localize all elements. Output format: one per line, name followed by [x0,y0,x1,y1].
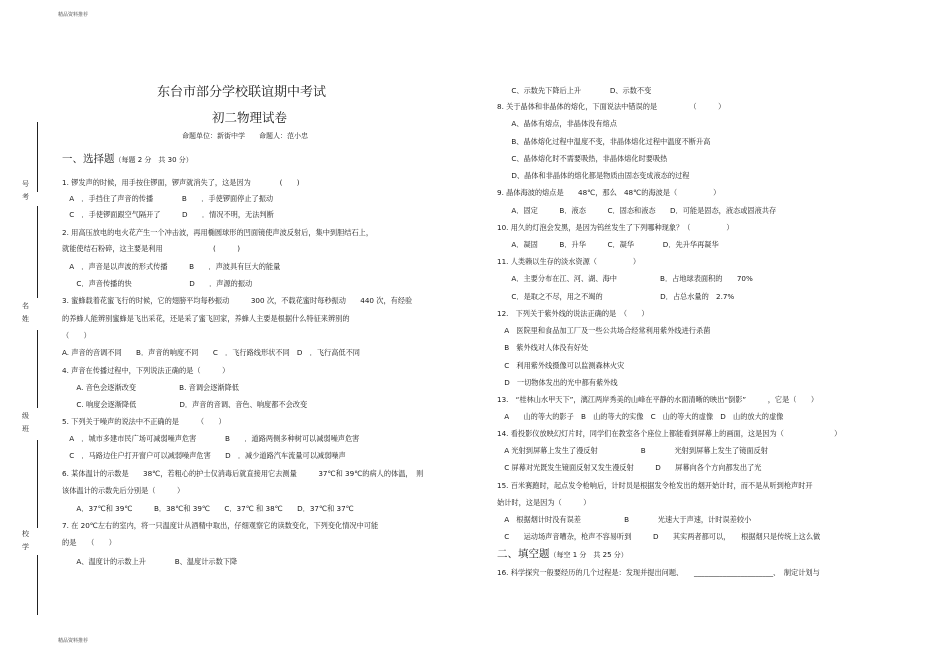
binding-line [37,206,38,298]
question-line: C. 响度会逐渐降低 D．声音的音调、音色、响度都不会改变 [62,400,308,409]
question-line: 11. 人类赖以生存的淡水资源（ ） [497,257,641,266]
section1-note: （每题 2 分 共 30 分） [114,156,193,164]
question-line: 就能使结石粉碎，这主要是利用 ( ) [62,244,241,253]
question-line: 始计时，这是因为（ ） [497,498,591,507]
question-line: 16. 科学探究一般要经历的几个过程是：发现并提出问题、 ______________________、 制定计划与 [497,568,820,577]
question-line: 14. 看投影仪放映幻灯片时，同学们在教室各个座位上都能看到屏幕上的画面，这是因为（ ） [497,429,842,438]
question-line: 2. 用高压放电的电火花产生一个冲击波，再用椭圆球形的凹面镜使声波反射后，集中到胆结石上， [62,228,374,237]
footer-text: 精品资料推荐 [58,638,89,644]
exam-subtitle: 初二物理试卷 [212,110,288,125]
question-line: A. 音色会逐渐改变 B. 音调会逐渐降低 [62,383,239,392]
question-line: A．37℃和 39℃ B．38℃和 39℃ C．37℃ 和 38℃ D．37℃和 37℃ [62,504,354,513]
question-line: 15. 百米赛跑时，起点发令枪响后，计时员是根据发令枪发出的烟开始计时，而不是从听到枪声时开 [497,481,813,490]
question-line: A．主要分布在江、河、湖、海中 B．占地球表面积的 70% [497,274,753,283]
binding-line [37,122,38,192]
question-line: A 光射到屏幕上发生了漫反射 B 光射到屏幕上发生了镜面反射 [497,446,768,455]
question-line: C ．马路边住户打开窗户可以减弱噪声危害 D ．减少道路汽车流量可以减弱噪声 [62,451,346,460]
section2-note: （每空 1 分 共 25 分） [549,551,628,559]
question-line: C 利用紫外线摄像可以监测森林火灾 [497,361,625,370]
question-line: A 根据烟计时没有误差 B 光速大于声速，计时误差较小 [497,515,752,524]
question-line: A、晶体有熔点，非晶体没有熔点 [497,119,617,128]
binding-line [37,330,38,408]
section1-title: 一、选择题 [62,153,115,165]
question-line: 6. 某体温计的示数是 38℃，若粗心的护士仅消毒后就直接用它去测量 37℃和 39℃的病人的体温， 则 [62,469,424,478]
question-line: （ ） [62,331,91,340]
question-line: 5. 下列关于噪声的说法中不正确的是 （ ） [62,417,226,426]
question-line: 12. 下列关于紫外线的说法正确的是 （ ） [497,309,649,318]
exam-title: 东台市部分学校联谊期中考试 [157,85,327,100]
question-line: A、温度计的示数上升 B、温度计示数下降 [62,557,238,566]
question-line: A. 声音的音调不同 B．声音的响度不同 C ．飞行路线形状不同 D ．飞行高低不同 [62,348,360,357]
question-line: 的养蜂人能辨别蜜蜂是飞出采花，还是采了蜜飞回家，养蜂人主要是根据什么特征来辨别的 [62,314,350,323]
label-exam-number: 号考 [22,180,29,201]
question-line: C、晶体熔化时不需要吸热，非晶体熔化时要吸热 [497,154,668,163]
question-line: C 屏幕对光既发生镜面反射又发生漫反射 D 屏幕向各个方向都发出了光 [497,463,762,472]
question-line: D、晶体和非晶体的熔化都是物质由固态变成液态的过程 [497,171,690,180]
label-school: 校学 [22,530,29,551]
question-line: C 运动场声音嘈杂，枪声不容易听到 D 其实两者都可以， 根据烟只是传统上这么做 [497,532,821,541]
question-line: 10. 用久的灯泡会发黑，是因为钨丝发生了下列哪种现象？（ ） [497,223,734,232]
question-line: A 医院里和食品加工厂及一些公共场合经常利用紫外线进行杀菌 [497,326,711,335]
question-line: C．是取之不尽，用之不竭的 D．占总水量的 2.7% [497,292,735,301]
question-line: 的是 （ ） [62,538,116,547]
question-line: A 山的等大的影子 B 山的等大的实像 C 山的等大的虚像 D 山的放大的虚像 [497,412,784,421]
label-class: 级班 [22,412,29,433]
question-line: A ．手挡住了声音的传播 B ．手使锣面停止了振动 [62,194,274,203]
question-line: 13. “桂林山水甲天下”，漓江两岸秀美的山峰在平静的水面清晰的映出“倒影” ，它是（ ） [497,395,819,404]
question-line: 该体温计的示数先后分别是（ ） [62,486,185,495]
question-line: B 紫外线对人体没有好处 [497,343,589,352]
question-line: C ．手使锣面跟空气隔开了 D ．情况不明，无法判断 [62,210,274,219]
section2-heading [497,547,628,562]
question-line: 1. 锣发声的时候，用手按住锣面，锣声就消失了，这是因为 ( ) [62,178,300,187]
question-line: A ．声音是以声波的形式传播 B ．声波具有巨大的能量 [62,262,281,271]
binding-line [37,440,38,528]
question-line: D 一切物体发出的光中都有紫外线 [497,378,618,387]
question-line: 7. 在 20℃左右的室内，将一只温度计从酒精中取出，仔细观察它的读数变化，下列变化情况中可能 [62,521,379,530]
question-line: C．声音传播的快 D ．声源的振动 [62,279,253,288]
section1-heading [62,152,193,167]
section2-title: 二、填空题 [497,548,550,560]
question-line: 8. 关于晶体和非晶体的熔化，下面说法中错误的是 （ ） [497,102,726,111]
question-line: A ．城市多建市民广场可减弱噪声危害 B ．道路两侧多种树可以减弱噪声危害 [62,434,360,443]
question-line: A．凝固 B．升华 C．凝华 D．先升华再凝华 [497,240,719,249]
binding-line [37,555,38,615]
header-text: 精品资料推荐 [58,12,89,18]
question-line: 3. 蜜蜂载着花蜜飞行的时候，它的翅膀平均每秒振动 300 次，不载花蜜时每秒振动 440 次，有经验 [62,296,413,305]
question-line: A．固定 B．液态 C．固态和液态 D．可能是固态，液态或固液共存 [497,206,777,215]
question-line: C、示数先下降后上升 D、示数不变 [497,86,652,95]
label-name: 名姓 [22,302,29,323]
question-line: 9. 晶体海波的熔点是 48℃，那么 48℃的海波是（ ） [497,188,721,197]
question-line: 4. 声音在传播过程中，下列说法正确的是（ ） [62,366,230,375]
author-line: 命题单位：新街中学 命题人：范小忠 [182,132,308,140]
question-line: B、晶体熔化过程中温度不变，非晶体熔化过程中温度不断升高 [497,137,711,146]
